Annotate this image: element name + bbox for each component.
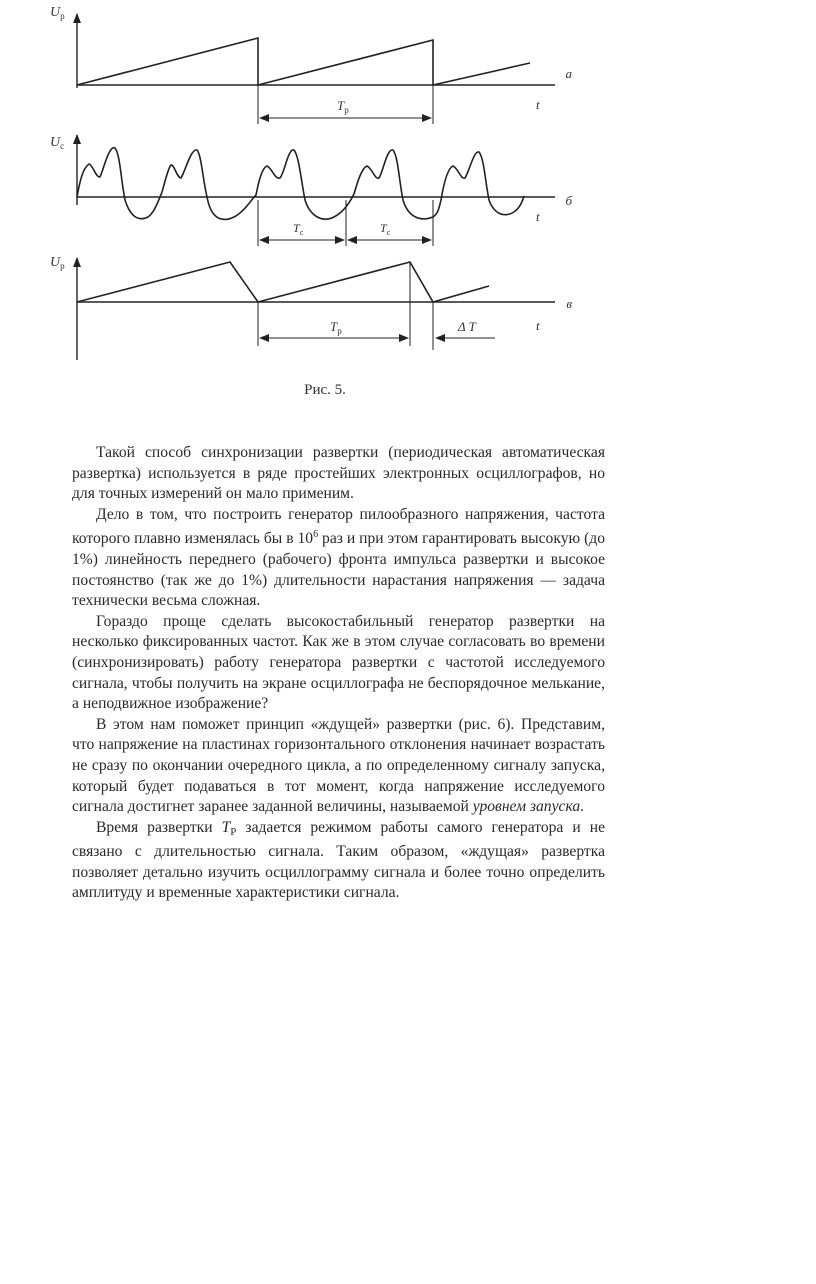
- label-up-v: $U_р$: [50, 255, 65, 271]
- figure-svg: [40, 0, 580, 370]
- label-up-a: $U_р$: [50, 5, 65, 21]
- label-dt: Δ T: [458, 319, 476, 334]
- label-t-b: t: [536, 209, 540, 224]
- paragraph-3: Гораздо проще сделать высокостабильный генератор развертки на несколько фиксированных частот. Как же в этом случае согласовать во времени (синхронизировать) работу генератора развертки с частотой исследуемого сигнала, чтобы получить на экране осциллографа не беспорядочное мелькание, а неподвижное изображение?: [72, 612, 605, 713]
- paragraph-5: Время развертки $T_Р$ задается режимом работы самого генератора и не связано с длительностью сигнала. Таким образом, «ждущая» развертка позволяет детально изучить осциллограмму сигнала и более точно определить амплитуду и временные характеристики сигнала.: [72, 818, 605, 902]
- label-a: а: [565, 66, 572, 81]
- label-tp-a: $T_р$: [337, 98, 349, 115]
- label-v: в: [566, 296, 572, 311]
- sawtooth-a: [77, 38, 530, 85]
- paragraph-2: Дело в том, что построить генератор пилообразного напряжения, частота которого плавно изменялась бы в $10^6$ раз и при этом гарантировать высокую (до 1%) линейность переднего (рабочего) фронта импульса развертки и высокое постоянство (так же до 1%) длительности нарастания напряжения — задача технически весьма сложная.: [72, 505, 606, 610]
- label-uc-b: $U_с$: [50, 135, 65, 151]
- label-t-a: t: [536, 97, 540, 112]
- paragraph-4: В этом нам поможет принцип «ждущей» развертки (рис. 6). Представим, что напряжение на пластинах горизонтального отклонения начинает возрастать не сразу по окончании очередного цикла, а по определенному сигналу запуска, который будет подаваться в тот момент, когда напряжение исследуемого сигнала достигнет заранее заданной величины, называемой уровнем запуска.: [72, 715, 605, 816]
- label-tc-1: $T_с$: [293, 221, 304, 237]
- oscillogram-figure: [40, 0, 580, 370]
- label-t-v: t: [536, 318, 540, 333]
- label-b: б: [565, 193, 572, 208]
- figure-caption: Рис. 5.: [304, 382, 346, 398]
- label-tp-v: $T_р$: [330, 319, 342, 336]
- body-text: [72, 443, 605, 904]
- sawtooth-v: [77, 262, 489, 302]
- paragraph-1: Такой способ синхронизации развертки (периодическая автоматическая развертка) используется в ряде простейших электронных осциллографов, но для точных измерений он мало применим.: [72, 444, 605, 503]
- signal-b: [77, 148, 524, 220]
- label-tc-2: $T_с$: [380, 221, 391, 237]
